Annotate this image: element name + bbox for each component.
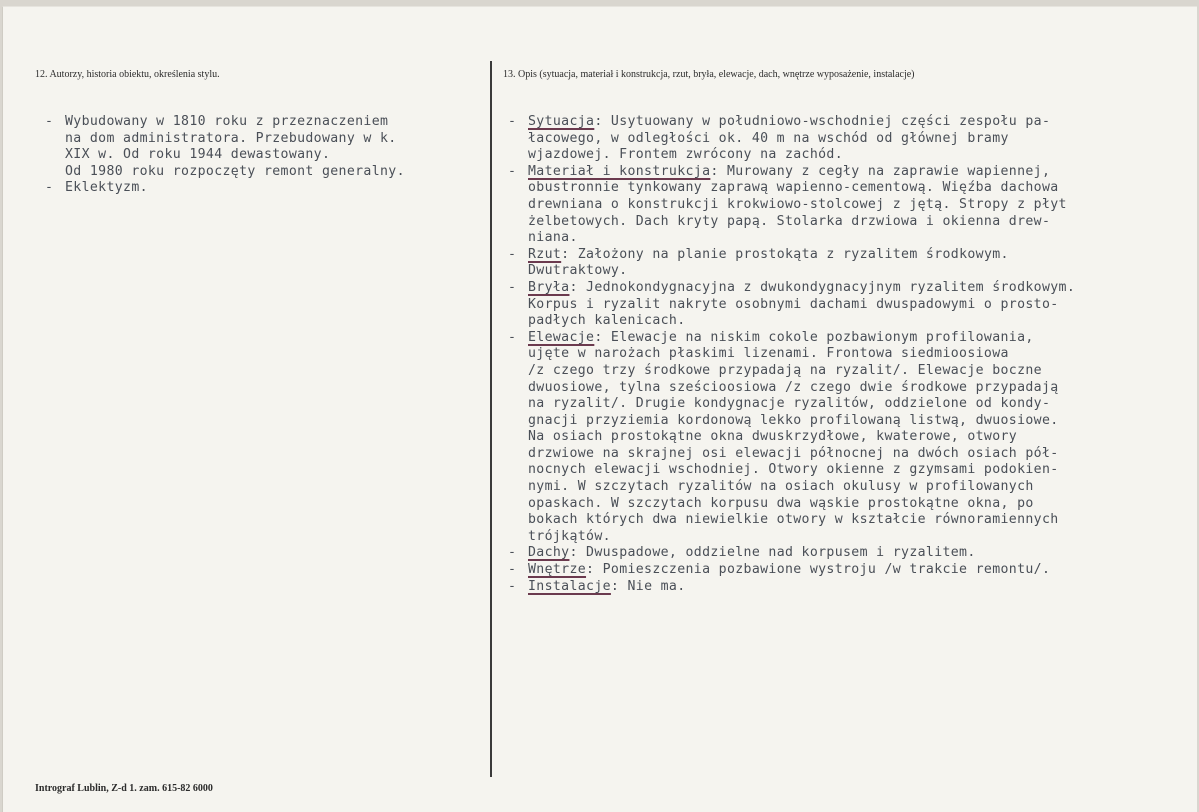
text-line: : Elewacje na niskim cokole pozbawionym profilowania, xyxy=(594,329,1034,345)
term-label: Materiał i konstrukcja xyxy=(528,163,711,179)
text-line: drewniana o konstrukcji krokwiowo-stolcowej z jętą. Stropy z płyt xyxy=(528,196,1067,212)
text-line: Wybudowany w 1810 roku z przeznaczeniem xyxy=(65,114,389,129)
list-dash: - xyxy=(45,114,54,129)
text-line: wjazdowej. Frontem zwrócony na zachód. xyxy=(528,147,844,163)
printer-name: Intrograf Lublin, xyxy=(35,783,109,794)
document-sheet xyxy=(2,6,1197,812)
text-line: : Dwuspadowe, oddzielne nad korpusem i ryzalitem. xyxy=(569,545,976,561)
text-line: niana. xyxy=(528,230,578,246)
text-line: nocnych elewacji wschodniej. Otwory okienne z gzymsami podokien- xyxy=(528,462,1059,478)
term-label: Rzut xyxy=(528,246,562,262)
history-column xyxy=(45,114,485,197)
description-column xyxy=(508,114,1197,595)
style-item xyxy=(45,180,485,197)
list-dash: - xyxy=(508,578,517,594)
text-line: na ryzalit/. Drugie kondygnacje ryzalitów, oddzielone od kondy- xyxy=(528,396,1051,412)
text-line: gnacji przyziemia kordonową lekko profilowaną listwą, dwuosiowe. xyxy=(528,412,1059,428)
text-line: /z czego trzy środkowe przypadają na ryzalit/. Elewacje boczne xyxy=(528,362,1042,378)
text-line: : Usytuowany w południowo-wschodniej części zespołu pa- xyxy=(594,114,1051,129)
text-line: : Nie ma. xyxy=(610,578,686,594)
text-line: Dwutraktowy. xyxy=(528,263,628,279)
order-number: Z-d 1. zam. 615-82 6000 xyxy=(111,783,213,794)
list-dash: - xyxy=(508,329,517,345)
text-line: obustronnie tynkowany zaprawą wapienno-cementową. Więźba dachowa xyxy=(528,180,1059,196)
text-line: : Jednokondygnacyjna z dwukondygnacyjnym ryzalitem środkowym. xyxy=(569,279,1076,295)
term-label: Bryła xyxy=(528,279,570,295)
text-line: nymi. W szczytach ryzalitów na osiach okulusy w profilowanych xyxy=(528,479,1034,495)
description-item-sytuacja xyxy=(508,114,1197,164)
text-line: : Murowany z cegły na zaprawie wapiennej, xyxy=(710,163,1051,179)
text-line: ujęte w narożach płaskimi lizenami. Frontowa siedmioosiowa xyxy=(528,346,1009,362)
description-item-instalacje xyxy=(508,579,1197,596)
text-line: Na osiach prostokątne okna dwuskrzydłowe, kwaterowe, otwory xyxy=(528,429,1018,445)
section-13-header: 13. Opis (sytuacja, materiał i konstrukcja, rzut, bryła, elewacje, dach, wnętrze wyposażenie, instalacje) xyxy=(503,69,915,80)
description-item-rzut xyxy=(508,247,1197,280)
text-line: : Pomieszczenia pozbawione wystroju /w trakcie remontu/. xyxy=(586,562,1051,578)
list-dash: - xyxy=(508,279,517,295)
description-item-wnetrze xyxy=(508,562,1197,579)
text-line: bokach których dwa niewielkie otwory w kształcie równoramiennych xyxy=(528,512,1059,528)
printer-footer xyxy=(35,783,213,794)
history-item xyxy=(45,114,485,180)
text-line: Od 1980 roku rozpoczęty remont generalny. xyxy=(65,163,405,179)
text-line: żelbetowych. Dach kryty papą. Stolarka drzwiowa i okienna drew- xyxy=(528,213,1051,229)
term-label: Dachy xyxy=(528,545,570,561)
list-dash: - xyxy=(45,180,54,196)
term-label: Instalacje xyxy=(528,578,611,594)
section-12-header: 12. Autorzy, historia obiektu, określenia stylu. xyxy=(35,69,220,80)
description-item-bryla xyxy=(508,280,1197,330)
text-line: na dom administratora. Przebudowany w k. xyxy=(65,130,397,146)
description-item-dachy xyxy=(508,545,1197,562)
list-dash: - xyxy=(508,562,517,578)
term-label: Sytuacja xyxy=(528,114,595,129)
text-line: padłych kalenicach. xyxy=(528,313,686,329)
text-line: opaskach. W szczytach korpusu dwa wąskie prostokątne okna, po xyxy=(528,495,1034,511)
text-line: drzwiowe na skrajnej osi elewacji północnej na dwóch osiach pół- xyxy=(528,445,1059,461)
list-dash: - xyxy=(508,163,517,179)
text-line: łacowego, w odległości ok. 40 m na wschód od głównej bramy xyxy=(528,130,1009,146)
term-label: Elewacje xyxy=(528,329,595,345)
list-dash: - xyxy=(508,114,517,129)
text-line: Eklektyzm. xyxy=(65,180,148,196)
text-line: : Założony na planie prostokąta z ryzalitem środkowym. xyxy=(561,246,1009,262)
text-line: Korpus i ryzalit nakryte osobnymi dachami dwuspadowymi o prosto- xyxy=(528,296,1059,312)
description-item-elewacje xyxy=(508,330,1197,546)
text-line: XIX w. Od roku 1944 dewastowany. xyxy=(65,147,331,163)
text-line: trójkątów. xyxy=(528,528,611,544)
list-dash: - xyxy=(508,545,517,561)
column-divider xyxy=(490,61,492,777)
description-item-material xyxy=(508,164,1197,247)
term-label: Wnętrze xyxy=(528,562,587,578)
text-line: dwuosiowe, tylna sześcioosiowa /z czego dwie środkowe przypadają xyxy=(528,379,1059,395)
list-dash: - xyxy=(508,246,517,262)
